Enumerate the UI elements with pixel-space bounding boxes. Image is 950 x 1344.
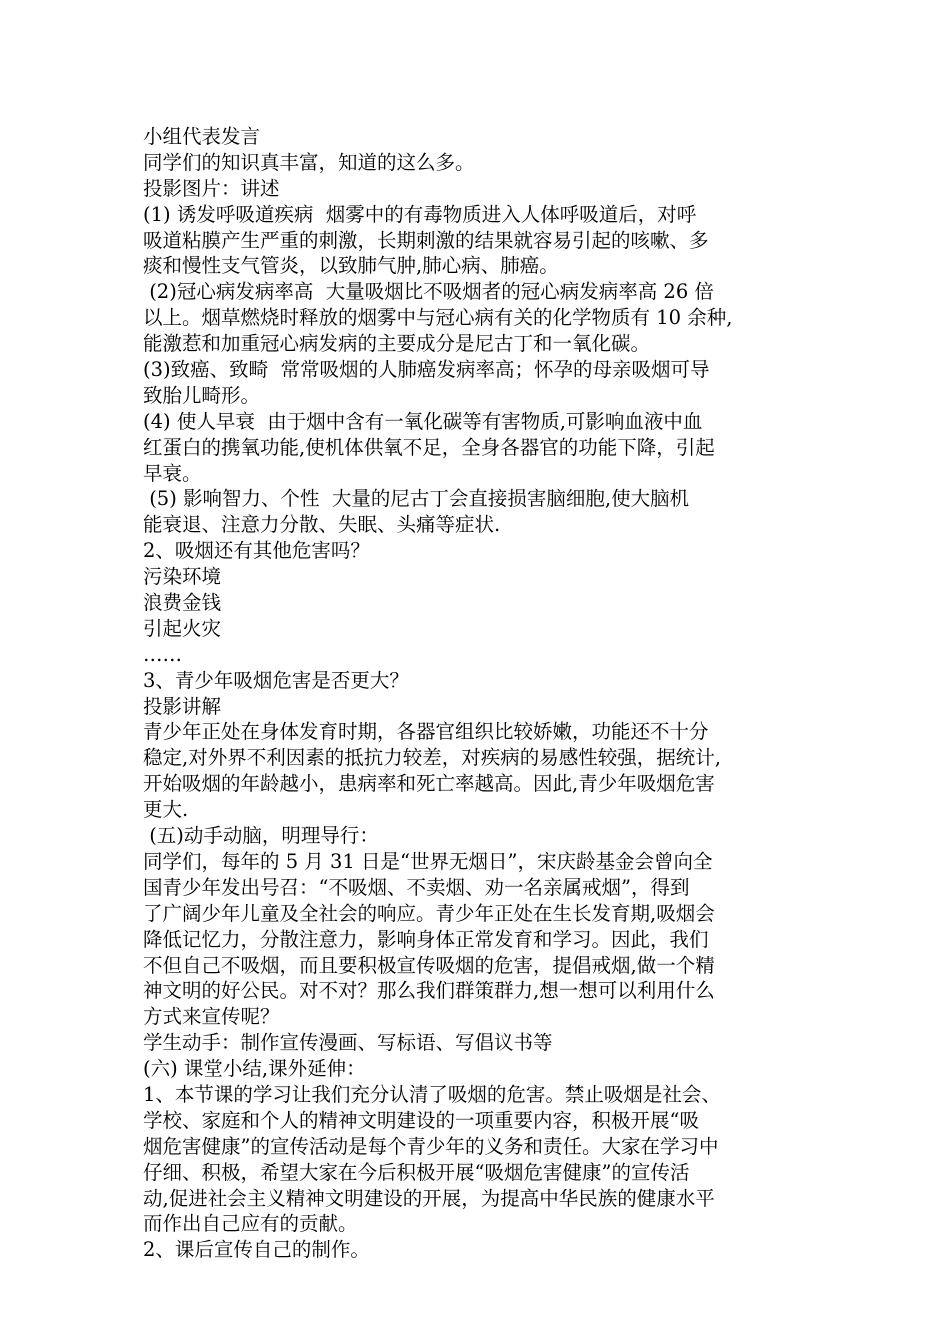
text-line: 红蛋白的携氧功能,使机体供氧不足，全身各器官的功能下降，引起 (143, 435, 715, 459)
text-line: 不但自己不吸烟，而且要积极宣传吸烟的危害，提倡戒烟,做一个精 (143, 953, 715, 977)
document-body (143, 124, 813, 1289)
text-line: 2、吸烟还有其他危害吗？ (143, 539, 370, 563)
text-line: (3)致癌、致畸 常常吸烟的人肺癌发病率高；怀孕的母亲吸烟可导 (143, 358, 710, 382)
text-line: 烟危害健康”的宣传活动是每个青少年的义务和责任。大家在学习中 (143, 1134, 719, 1158)
text-line: 能激惹和加重冠心病发病的主要成分是尼古丁和一氧化碳。 (143, 332, 651, 356)
text-line: 同学们，每年的 5 月 31 日是“世界无烟日”，宋庆龄基金会曾向全 (143, 849, 713, 873)
text-line: 能衰退、注意力分散、失眠、头痛等症状. (143, 513, 501, 537)
text-line: 污染环境 (143, 565, 222, 589)
text-line: 早衰。 (143, 461, 202, 485)
text-line: 3、青少年吸烟危害是否更大？ (143, 668, 409, 692)
text-line: …… (143, 642, 182, 666)
text-line: 学生动手：制作宣传漫画、写标语、写倡议书等 (143, 1031, 553, 1055)
text-line: 动,促进社会主义精神文明建设的开展，为提高中华民族的健康水平 (143, 1186, 715, 1210)
text-line: (2)冠心病发病率高 大量吸烟比不吸烟者的冠心病发病率高 26 倍 (143, 280, 714, 304)
text-line: 了广阔少年儿童及全社会的响应。青少年正处在生长发育期,吸烟会 (143, 901, 715, 925)
text-line: 而作出自己应有的贡献。 (143, 1212, 358, 1236)
text-line: 吸道粘膜产生严重的刺激，长期刺激的结果就容易引起的咳嗽、多 (143, 228, 709, 252)
text-line: 仔细、积极，希望大家在今后积极开展“吸烟危害健康”的宣传活 (143, 1160, 690, 1184)
text-line: 青少年正处在身体发育时期，各器官组织比较娇嫩，功能还不十分 (143, 720, 709, 744)
text-line: 学校、家庭和个人的精神文明建设的一项重要内容，积极开展“吸 (143, 1108, 699, 1132)
text-line: 引起火灾 (143, 616, 222, 640)
text-line: 降低记忆力，分散注意力，影响身体正常发育和学习。因此，我们 (143, 927, 709, 951)
text-line: 投影图片：讲述 (143, 176, 280, 200)
text-line: 投影讲解 (143, 694, 222, 718)
text-line: (六) 课堂小结,课外延伸： (143, 1057, 366, 1081)
text-line: 痰和慢性支气管炎，以致肺气肿,肺心病、肺癌。 (143, 254, 559, 278)
text-line: (4) 使人早衰 由于烟中含有一氧化碳等有害物质,可影响血液中血 (143, 409, 703, 433)
text-line: (1) 诱发呼吸道疾病 烟雾中的有毒物质进入人体呼吸道后，对呼 (143, 202, 697, 226)
text-line: 浪费金钱 (143, 591, 222, 615)
text-line: 方式来宣传呢？ (143, 1005, 280, 1029)
text-line: 2、课后宣传自己的制作。 (143, 1238, 370, 1262)
text-line: (五)动手动脑，明理导行： (143, 824, 379, 848)
text-line: 稳定,对外界不利因素的抵抗力较差，对疾病的易感性较强，据统计, (143, 746, 721, 770)
text-line: 小组代表发言 (143, 125, 261, 148)
text-line: 更大. (143, 798, 189, 822)
text-line: 国青少年发出号召：“不吸烟、不卖烟、劝一名亲属戒烟”，得到 (143, 875, 690, 899)
text-line: 致胎儿畸形。 (143, 383, 261, 407)
text-line: 同学们的知识真丰富，知道的这么多。 (143, 150, 475, 174)
text-line: 神文明的好公民。对不对？那么我们群策群力,想一想可以利用什么 (143, 979, 715, 1003)
text-line: 以上。烟草燃烧时释放的烟雾中与冠心病有关的化学物质有 10 余种, (143, 306, 733, 330)
text-line: 1、本节课的学习让我们充分认清了吸烟的危害。禁止吸烟是社会、 (143, 1082, 721, 1106)
text-line: 开始吸烟的年龄越小，患病率和死亡率越高。因此,青少年吸烟危害 (143, 772, 715, 796)
text-line: (5) 影响智力、个性 大量的尼古丁会直接损害脑细胞,使大脑机 (143, 487, 690, 511)
text-line (143, 1263, 813, 1289)
